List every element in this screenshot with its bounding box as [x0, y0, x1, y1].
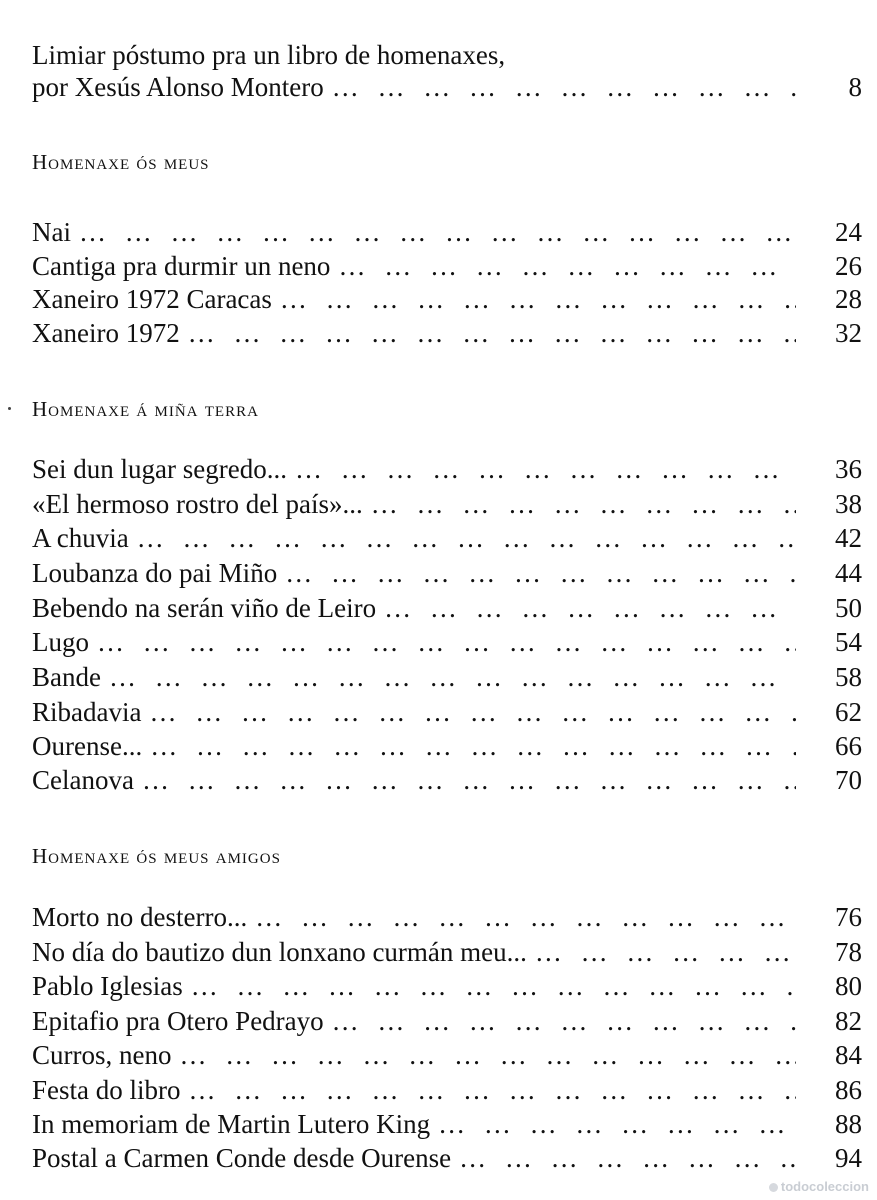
- toc-entry: [32, 489, 862, 519]
- entry-title: In memoriam de Martin Lutero King: [32, 1109, 431, 1139]
- page-number: 84: [835, 1040, 862, 1070]
- leader-dots: [295, 454, 796, 484]
- page-number: 54: [835, 627, 862, 657]
- page-number: 32: [835, 318, 862, 348]
- leader-dots: [535, 937, 796, 967]
- entry-title: Ribadavia: [32, 697, 142, 727]
- section-heading: Homenaxe á miña terra: [32, 397, 259, 421]
- toc-entry: [32, 1040, 862, 1070]
- toc-entry: [32, 251, 862, 281]
- leader-dots: [97, 627, 796, 657]
- page-number: 66: [835, 731, 862, 761]
- entry-title: Festa do libro: [32, 1075, 181, 1105]
- toc-entry: [32, 627, 862, 657]
- entry-title: Bande: [32, 662, 101, 692]
- leader-dots: [142, 765, 796, 795]
- entry-title: Cantiga pra durmir un neno: [32, 251, 331, 281]
- leader-dots: [188, 318, 796, 348]
- leader-dots: [179, 1040, 796, 1070]
- page-number: 62: [835, 697, 862, 727]
- leader-dots: [150, 731, 796, 761]
- toc-entry: [32, 937, 862, 967]
- leader-dots: [109, 662, 796, 692]
- entry-title: Xaneiro 1972 Caracas: [32, 284, 272, 314]
- leader-dots: [191, 971, 796, 1001]
- leader-dots: [280, 284, 796, 314]
- leader-dots: [371, 489, 796, 519]
- toc-entry: [32, 1109, 862, 1139]
- entry-title: No día do bautizo dun lonxano curmán meu...: [32, 937, 527, 967]
- toc-entry: [32, 765, 862, 795]
- toc-entry: [32, 1075, 862, 1105]
- page-number: 26: [835, 251, 862, 281]
- leader-dots: [149, 697, 796, 727]
- toc-entry: [32, 971, 862, 1001]
- entry-title: «El hermoso rostro del país»...: [32, 489, 363, 519]
- page-number: 36: [835, 454, 862, 484]
- page-number: 44: [835, 558, 862, 588]
- toc-entry: [32, 523, 862, 553]
- leader-dots: [332, 1006, 796, 1036]
- toc-entry: [32, 1006, 862, 1036]
- page-number: 42: [835, 523, 862, 553]
- page-number: 58: [835, 662, 862, 692]
- entry-title: Nai: [32, 217, 71, 247]
- page-number: 86: [835, 1075, 862, 1105]
- page-number: 50: [835, 593, 862, 623]
- leader-dots: [255, 902, 796, 932]
- leader-dots: [459, 1143, 796, 1173]
- page-number: 24: [835, 217, 862, 247]
- print-speck: [8, 407, 11, 410]
- toc-entry: [32, 318, 862, 348]
- entry-title: A chuvia: [32, 523, 129, 553]
- toc-entry: [32, 593, 862, 623]
- toc-entry: [32, 662, 862, 692]
- entry-title: Celanova: [32, 765, 134, 795]
- toc-entry: [32, 284, 862, 314]
- leader-dots: [137, 523, 796, 553]
- watermark-logo-icon: [769, 1183, 778, 1192]
- intro-entry-line2: [32, 72, 862, 102]
- page-number: 70: [835, 765, 862, 795]
- entry-title: Sei dun lugar segredo...: [32, 454, 287, 484]
- page-number: 38: [835, 489, 862, 519]
- intro-entry-line1: [32, 40, 862, 70]
- leader-dots: [332, 72, 796, 102]
- entry-title: Ourense...: [32, 731, 143, 761]
- leader-dots: [384, 593, 796, 623]
- leader-dots: [438, 1109, 796, 1139]
- page-number: 76: [835, 902, 862, 932]
- page-number: 8: [848, 72, 862, 102]
- toc-entry: [32, 902, 862, 932]
- entry-title: Limiar póstumo pra un libro de homenaxes,: [32, 40, 506, 70]
- watermark: [769, 1179, 869, 1194]
- section-heading: Homenaxe ós meus: [32, 150, 210, 174]
- toc-entry: [32, 454, 862, 484]
- leader-dots: [285, 558, 796, 588]
- entry-title: Epitafio pra Otero Pedrayo: [32, 1006, 324, 1036]
- entry-title: Morto no desterro...: [32, 902, 248, 932]
- page-number: 88: [835, 1109, 862, 1139]
- toc-entry: [32, 217, 862, 247]
- entry-title: por Xesús Alonso Montero: [32, 72, 324, 102]
- entry-title: Curros, neno: [32, 1040, 172, 1070]
- leader-dots: [338, 251, 796, 281]
- page-number: 28: [835, 284, 862, 314]
- page-number: 82: [835, 1006, 862, 1036]
- leader-dots: [189, 1075, 797, 1105]
- entry-title: Bebendo na serán viño de Leiro: [32, 593, 377, 623]
- page-number: 78: [835, 937, 862, 967]
- section-heading: Homenaxe ós meus amigos: [32, 844, 281, 868]
- toc-entry: [32, 731, 862, 761]
- entry-title: Postal a Carmen Conde desde Ourense: [32, 1143, 452, 1173]
- entry-title: Pablo Iglesias: [32, 971, 183, 1001]
- leader-dots: [79, 217, 796, 247]
- watermark-text: todocoleccion: [780, 1179, 869, 1194]
- page-number: 80: [835, 971, 862, 1001]
- toc-entry: [32, 558, 862, 588]
- entry-title: Loubanza do pai Miño: [32, 558, 278, 588]
- entry-title: Lugo: [32, 627, 89, 657]
- page-number: 94: [835, 1143, 862, 1173]
- toc-entry: [32, 697, 862, 727]
- entry-title: Xaneiro 1972: [32, 318, 180, 348]
- toc-entry: [32, 1143, 862, 1173]
